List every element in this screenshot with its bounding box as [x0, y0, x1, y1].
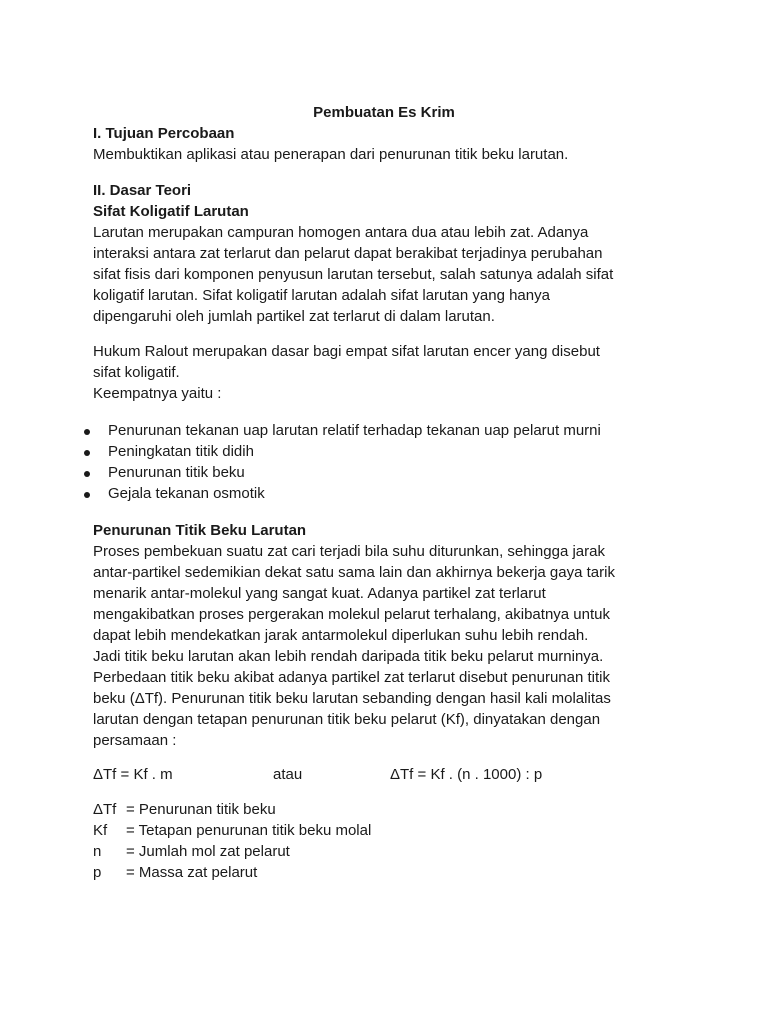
equation-left: ΔTf = Kf . m: [93, 766, 173, 783]
equation-or: atau: [273, 766, 303, 783]
paragraph-line: koligatif larutan. Sifat koligatif larutan adalah sifat larutan yang hanya: [93, 287, 550, 304]
paragraph-line: Jadi titik beku larutan akan lebih rendah daripada titik beku pelarut murninya.: [93, 648, 604, 665]
paragraph-line: larutan dengan tetapan penurunan titik beku pelarut (Kf), dinyatakan dengan: [93, 711, 601, 728]
bullet-item: Peningkatan titik didih: [108, 443, 254, 460]
definition-symbol: ΔTf: [93, 801, 117, 818]
bullet-dot: [84, 450, 90, 456]
bullet-dot: [84, 492, 90, 498]
bullet-item: Gejala tekanan osmotik: [108, 485, 265, 502]
equation-right: ΔTf = Kf . (n . 1000) : p: [390, 766, 543, 783]
paragraph-line: menarik antar-molekul yang sangat kuat. Adanya partikel zat terlarut: [93, 585, 546, 602]
paragraph-line: mengakibatkan proses pergerakan molekul pelarut terhalang, akibatnya untuk: [93, 606, 610, 623]
definition-symbol: Kf: [93, 822, 108, 839]
paragraph-line: Hukum Ralout merupakan dasar bagi empat sifat larutan encer yang disebut: [93, 343, 600, 360]
definition-symbol: n: [93, 843, 102, 860]
section-1-text: Membuktikan aplikasi atau penerapan dari penurunan titik beku larutan.: [93, 146, 569, 163]
paragraph-line: Proses pembekuan suatu zat cari terjadi bila suhu diturunkan, sehingga jarak: [93, 543, 605, 560]
paragraph-line: interaksi antara zat terlarut dan pelarut dapat berakibat terjadinya perubahan: [93, 245, 603, 262]
subheading-koligatif: Sifat Koligatif Larutan: [93, 203, 249, 220]
definition-text: = Jumlah mol zat pelarut: [126, 843, 290, 860]
paragraph-line: persamaan :: [93, 732, 177, 749]
paragraph-line: dipengaruhi oleh jumlah partikel zat terlarut di dalam larutan.: [93, 308, 495, 325]
paragraph-line: Larutan merupakan campuran homogen antara dua atau lebih zat. Adanya: [93, 224, 589, 241]
subheading-titik-beku: Penurunan Titik Beku Larutan: [93, 522, 307, 539]
definition-text: = Massa zat pelarut: [126, 864, 258, 881]
section-2-heading: II. Dasar Teori: [93, 182, 192, 199]
paragraph-line: Keempatnya yaitu :: [93, 385, 222, 402]
paragraph-line: dapat lebih mendekatkan jarak antarmolekul diperlukan suhu lebih rendah.: [93, 627, 589, 644]
bullet-item: Penurunan titik beku: [108, 464, 245, 481]
paragraph-line: Perbedaan titik beku akibat adanya partikel zat terlarut disebut penurunan titik: [93, 669, 610, 686]
bullet-dot: [84, 471, 90, 477]
section-1-heading: I. Tujuan Percobaan: [93, 125, 235, 142]
paragraph-line: sifat koligatif.: [93, 364, 180, 381]
definition-text: = Penurunan titik beku: [126, 801, 276, 818]
paragraph-line: sifat fisis dari komponen penyusun larutan tersebut, salah satunya adalah sifat: [93, 266, 614, 283]
paragraph-line: beku (ΔTf). Penurunan titik beku larutan sebanding dengan hasil kali molalitas: [93, 690, 611, 707]
bullet-item: Penurunan tekanan uap larutan relatif terhadap tekanan uap pelarut murni: [108, 422, 601, 439]
definition-text: = Tetapan penurunan titik beku molal: [126, 822, 372, 839]
document-title: Pembuatan Es Krim: [313, 104, 455, 121]
bullet-dot: [84, 429, 90, 435]
definition-symbol: p: [93, 864, 102, 881]
paragraph-line: antar-partikel sedemikian dekat satu sama lain dan akhirnya bekerja gaya tarik: [93, 564, 615, 581]
